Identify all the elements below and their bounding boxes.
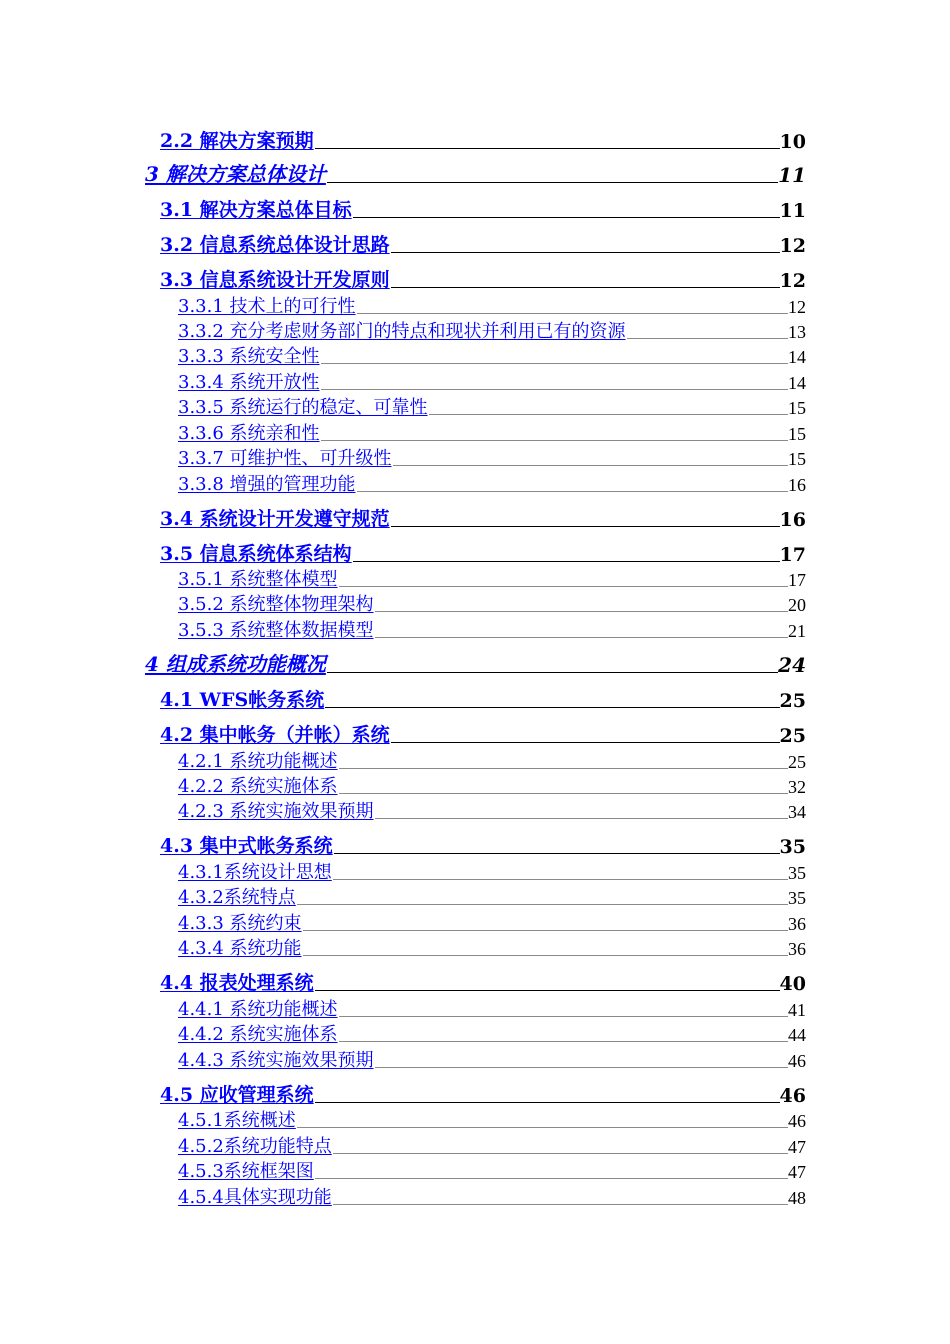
toc-entry-title[interactable]: 3.3.1 技术上的可行性 — [178, 296, 356, 317]
toc-entry-title[interactable]: 3.5.1 系统整体模型 — [178, 569, 338, 590]
toc-page-number: 21 — [788, 621, 806, 641]
toc-entry-level3[interactable] — [178, 445, 806, 470]
toc-leader-line — [327, 182, 778, 183]
toc-page-number: 15 — [788, 398, 806, 418]
toc-entry-level3[interactable] — [178, 369, 806, 394]
toc-entry-title[interactable]: 4.2.3 系统实施效果预期 — [178, 801, 374, 822]
toc-leader-line — [303, 955, 788, 956]
toc-entry-level1[interactable] — [145, 157, 806, 187]
toc-entry-title[interactable]: 3.3.4 系统开放性 — [178, 372, 320, 393]
toc-page-number: 44 — [788, 1025, 806, 1045]
toc-page-number: 35 — [788, 863, 806, 883]
toc-leader-line — [297, 1127, 788, 1128]
toc-leader-line — [391, 252, 780, 253]
toc-leader-line — [375, 637, 788, 638]
toc-entry-title[interactable]: 4.1 WFS帐务系统 — [160, 689, 325, 711]
toc-entry-level3[interactable] — [178, 1133, 806, 1158]
toc-page-number: 35 — [779, 836, 806, 858]
toc-page-number: 14 — [788, 347, 806, 367]
toc-entry-title[interactable]: 3.4 系统设计开发遵守规范 — [160, 508, 390, 530]
toc-entry-level2[interactable] — [160, 828, 806, 858]
toc-leader-line — [339, 586, 788, 587]
toc-leader-line — [333, 1153, 788, 1154]
toc-entry-level3[interactable] — [178, 591, 806, 616]
toc-entry-level3[interactable] — [178, 884, 806, 909]
toc-entry-title[interactable]: 3.5 信息系统体系结构 — [160, 543, 352, 565]
toc-page-number: 32 — [788, 777, 806, 797]
toc-page-number: 17 — [779, 544, 806, 566]
toc-entry-title[interactable]: 3.5.3 系统整体数据模型 — [178, 620, 374, 641]
toc-page-number: 24 — [778, 653, 806, 677]
toc-page-number: 25 — [779, 725, 806, 747]
toc-entry-title[interactable]: 4.5.3系统框架图 — [178, 1161, 314, 1182]
toc-entry-level2[interactable] — [160, 536, 806, 566]
toc-entry-title[interactable]: 4.3.2系统特点 — [178, 887, 296, 908]
toc-page-number: 46 — [788, 1111, 806, 1131]
toc-page-number: 13 — [788, 322, 806, 342]
toc-entry-level3[interactable] — [178, 394, 806, 419]
toc-entry-level3[interactable] — [178, 566, 806, 591]
toc-leader-line — [333, 879, 788, 880]
toc-leader-line — [321, 440, 788, 441]
toc-page-number: 36 — [788, 939, 806, 959]
toc-leader-line — [357, 491, 788, 492]
toc-entry-title[interactable]: 3 解决方案总体设计 — [145, 162, 326, 186]
toc-entry-title[interactable]: 3.1 解决方案总体目标 — [160, 199, 352, 221]
toc-leader-line — [353, 561, 780, 562]
toc-entry-title[interactable]: 4.4.2 系统实施体系 — [178, 1024, 338, 1045]
toc-entry-level3[interactable] — [178, 293, 806, 318]
toc-leader-line — [375, 818, 788, 819]
toc-page-number: 36 — [788, 914, 806, 934]
toc-entry-level2[interactable] — [160, 227, 806, 257]
toc-entry-title[interactable]: 3.3.3 系统安全性 — [178, 346, 320, 367]
toc-entry-level3[interactable] — [178, 1047, 806, 1072]
toc-leader-line — [339, 768, 788, 769]
toc-entry-title[interactable]: 4.5.4具体实现功能 — [178, 1187, 332, 1208]
toc-page-number: 25 — [788, 752, 806, 772]
toc-page-number: 20 — [788, 595, 806, 615]
toc-page-number: 46 — [788, 1051, 806, 1071]
toc-leader-line — [321, 363, 788, 364]
toc-entry-level2[interactable] — [160, 262, 806, 292]
toc-page-number: 34 — [788, 802, 806, 822]
toc-entry-title[interactable]: 3.3.7 可维护性、可升级性 — [178, 448, 392, 469]
toc-entry-title[interactable]: 4.2 集中帐务（并帐）系统 — [160, 724, 390, 746]
toc-page-number: 15 — [788, 449, 806, 469]
toc-leader-line — [375, 1067, 788, 1068]
toc-entry-level3[interactable] — [178, 471, 806, 496]
toc-entry-title[interactable]: 4.3.3 系统约束 — [178, 913, 302, 934]
toc-leader-line — [315, 1178, 788, 1179]
toc-page-number: 12 — [779, 270, 806, 292]
toc-page-number: 12 — [788, 297, 806, 317]
toc-page-number: 47 — [788, 1137, 806, 1157]
toc-page-number: 15 — [788, 424, 806, 444]
toc-page-number: 11 — [778, 163, 806, 187]
toc-entry-title[interactable]: 4.4.1 系统功能概述 — [178, 999, 338, 1020]
toc-entry-level3[interactable] — [178, 996, 806, 1021]
toc-leader-line — [393, 465, 788, 466]
toc-entry-level3[interactable] — [178, 318, 806, 343]
toc-entry-title[interactable]: 3.5.2 系统整体物理架构 — [178, 594, 374, 615]
toc-entry-level1[interactable] — [145, 647, 806, 677]
toc-page-number: 40 — [779, 973, 806, 995]
toc-entry-level2[interactable] — [160, 717, 806, 747]
toc-entry-level3[interactable] — [178, 1107, 806, 1132]
toc-entry-level3[interactable] — [178, 859, 806, 884]
toc-leader-line — [303, 930, 788, 931]
toc-leader-line — [357, 313, 788, 314]
toc-leader-line — [391, 742, 780, 743]
toc-entry-title[interactable]: 3.2 信息系统总体设计思路 — [160, 234, 390, 256]
toc-entry-title[interactable]: 3.3.5 系统运行的稳定、可靠性 — [178, 397, 428, 418]
toc-entry-level2[interactable] — [160, 682, 806, 712]
toc-leader-line — [391, 526, 780, 527]
toc-entry-level2[interactable] — [160, 192, 806, 222]
toc-leader-line — [353, 217, 780, 218]
toc-entry-title[interactable]: 4.3 集中式帐务系统 — [160, 835, 333, 857]
toc-page-number: 14 — [788, 373, 806, 393]
toc-page-number: 48 — [788, 1188, 806, 1208]
toc-page-number: 46 — [779, 1085, 806, 1107]
toc-leader-line — [375, 611, 788, 612]
toc-entry-title[interactable]: 4.4.3 系统实施效果预期 — [178, 1050, 374, 1071]
toc-entry-title[interactable]: 4 组成系统功能概况 — [145, 652, 326, 676]
toc-entry-title[interactable]: 4.3.4 系统功能 — [178, 938, 302, 959]
toc-entry-title[interactable]: 4.5.1系统概述 — [178, 1110, 296, 1131]
toc-leader-line — [333, 1204, 788, 1205]
toc-leader-line — [327, 672, 778, 673]
toc-entry-level3[interactable] — [178, 910, 806, 935]
toc-entry-title[interactable]: 4.2.2 系统实施体系 — [178, 776, 338, 797]
toc-leader-line — [315, 1102, 780, 1103]
toc-page-number: 35 — [788, 888, 806, 908]
toc-entry-title[interactable]: 4.3.1系统设计思想 — [178, 862, 332, 883]
toc-entry-level2[interactable] — [160, 965, 806, 995]
toc-entry-title[interactable]: 4.4 报表处理系统 — [160, 972, 314, 994]
toc-entry-level3[interactable] — [178, 420, 806, 445]
toc-entry-title[interactable]: 3.3.2 充分考虑财务部门的特点和现状并利用已有的资源 — [178, 321, 626, 342]
toc-page-number: 10 — [779, 131, 806, 153]
toc-entry-level3[interactable] — [178, 1184, 806, 1209]
toc-page-number: 47 — [788, 1162, 806, 1182]
toc-entry-level3[interactable] — [178, 343, 806, 368]
toc-entry-level3[interactable] — [178, 1158, 806, 1183]
toc-leader-line — [339, 1041, 788, 1042]
toc-entry-title[interactable]: 4.5 应收管理系统 — [160, 1084, 314, 1106]
toc-page-number: 41 — [788, 1000, 806, 1020]
toc-leader-line — [627, 338, 788, 339]
toc-entry-level2[interactable] — [160, 1077, 806, 1107]
toc-entry-title[interactable]: 4.5.2系统功能特点 — [178, 1136, 332, 1157]
toc-entry-level2[interactable] — [160, 123, 806, 153]
toc-leader-line — [325, 707, 779, 708]
toc-page-number: 25 — [779, 690, 806, 712]
toc-leader-line — [429, 414, 788, 415]
toc-entry-level3[interactable] — [178, 748, 806, 773]
toc-page-number: 16 — [779, 509, 806, 531]
toc-page-number: 16 — [788, 475, 806, 495]
toc-entry-level3[interactable] — [178, 617, 806, 642]
toc-entry-title[interactable]: 3.3.6 系统亲和性 — [178, 423, 320, 444]
toc-entry-level3[interactable] — [178, 773, 806, 798]
toc-entry-title[interactable]: 2.2 解决方案预期 — [160, 130, 314, 152]
toc-leader-line — [334, 853, 780, 854]
toc-page-number: 11 — [779, 200, 806, 222]
toc-leader-line — [315, 148, 780, 149]
toc-entry-level2[interactable] — [160, 501, 806, 531]
toc-page-number: 12 — [779, 235, 806, 257]
toc-entry-level3[interactable] — [178, 798, 806, 823]
toc-leader-line — [339, 793, 788, 794]
toc-entry-title[interactable]: 3.3.8 增强的管理功能 — [178, 474, 356, 495]
toc-entry-title[interactable]: 4.2.1 系统功能概述 — [178, 751, 338, 772]
toc-entry-level3[interactable] — [178, 935, 806, 960]
toc-entry-title[interactable]: 3.3 信息系统设计开发原则 — [160, 269, 390, 291]
toc-leader-line — [391, 287, 780, 288]
toc-leader-line — [297, 904, 788, 905]
toc-page-number: 17 — [788, 570, 806, 590]
toc-leader-line — [321, 389, 788, 390]
toc-entry-level3[interactable] — [178, 1021, 806, 1046]
toc-leader-line — [339, 1016, 788, 1017]
toc-leader-line — [315, 990, 780, 991]
